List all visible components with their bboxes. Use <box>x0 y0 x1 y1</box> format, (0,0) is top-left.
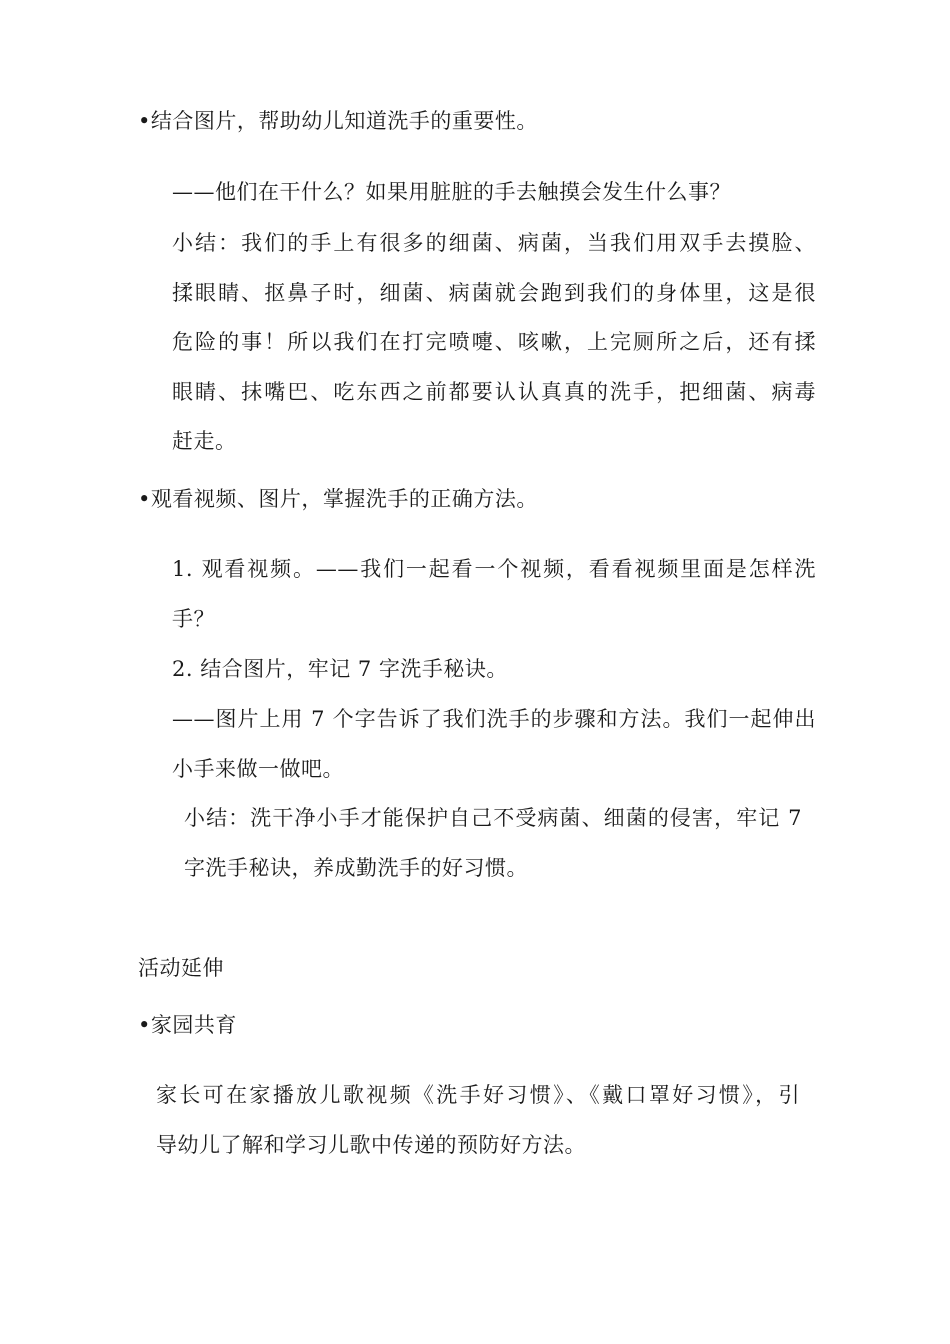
section2-step2-detail-line-2: 小手来做一做吧。 <box>172 757 344 781</box>
section2-heading: •观看视频、图片，掌握洗手的正确方法。 <box>138 487 538 511</box>
extension-body-line-1: 家长可在家播放儿歌视频《洗手好习惯》、《戴口罩好习惯》，引 <box>156 1083 800 1107</box>
section2-step2: 2. 结合图片，牢记 7 字洗手秘诀。 <box>172 657 508 681</box>
section2-summary-line-1: 小结：洗干净小手才能保护自己不受病菌、细菌的侵害，牢记 7 <box>184 806 802 830</box>
section1-summary-line-3: 危险的事！所以我们在打完喷嚏、咳嗽，上完厕所之后，还有揉 <box>172 330 816 354</box>
section2-step1-line-1: 1. 观看视频。——我们一起看一个视频，看看视频里面是怎样洗 <box>172 557 816 581</box>
extension-body-line-2: 导幼儿了解和学习儿歌中传递的预防好方法。 <box>156 1133 586 1157</box>
section1-summary-line-4: 眼睛、抹嘴巴、吃东西之前都要认认真真的洗手，把细菌、病毒 <box>172 380 816 404</box>
section1-heading: •结合图片，帮助幼儿知道洗手的重要性。 <box>138 109 538 133</box>
extension-subheading: •家园共育 <box>138 1013 237 1037</box>
section1-question: ——他们在干什么？如果用脏脏的手去触摸会发生什么事？ <box>172 180 731 204</box>
section1-summary-line-2: 揉眼睛、抠鼻子时，细菌、病菌就会跑到我们的身体里，这是很 <box>172 281 816 305</box>
extension-title: 活动延伸 <box>138 956 224 980</box>
section1-summary-line-5: 赶走。 <box>172 429 237 453</box>
section2-step1-line-2: 手？ <box>172 607 215 631</box>
section2-summary-line-2: 字洗手秘诀，养成勤洗手的好习惯。 <box>184 856 528 880</box>
section2-step2-detail-line-1: ——图片上用 7 个字告诉了我们洗手的步骤和方法。我们一起伸出 <box>172 707 816 731</box>
section1-summary-line-1: 小结：我们的手上有很多的细菌、病菌，当我们用双手去摸脸、 <box>172 231 816 255</box>
